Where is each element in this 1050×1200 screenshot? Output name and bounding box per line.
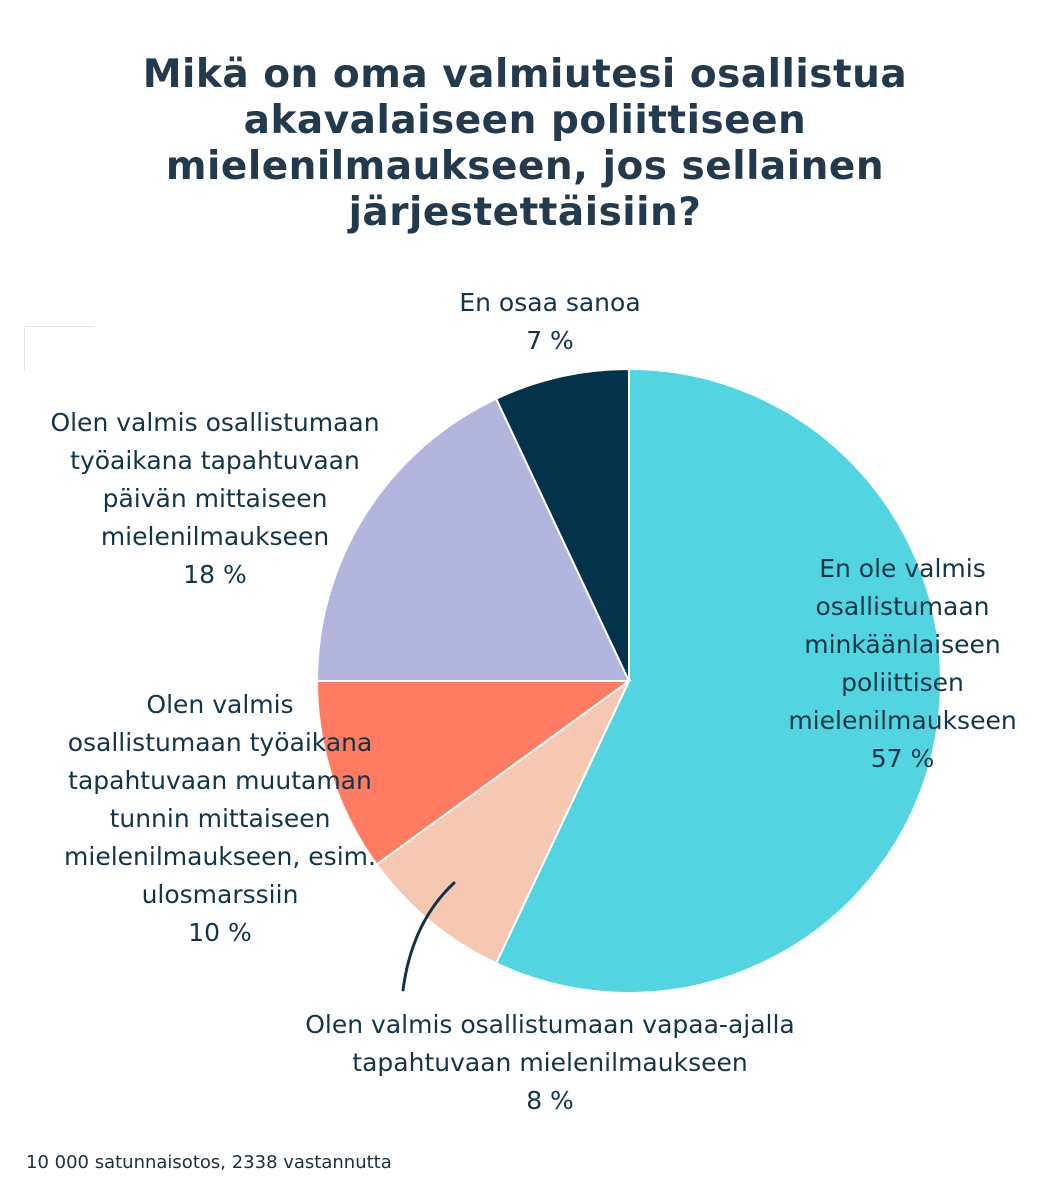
slice-label-full-day <box>10 404 420 594</box>
value-label: 18 % <box>183 560 247 589</box>
label-line: Olen valmis <box>146 690 294 719</box>
label-line: osallistumaan <box>815 592 990 621</box>
label-line: tapahtuvaan muutaman <box>68 766 372 795</box>
label-line: työaikana tapahtuvaan <box>70 446 360 475</box>
value-label: 8 % <box>526 1086 574 1115</box>
label-line: Olen valmis osallistumaan vapaa-ajalla <box>305 1010 795 1039</box>
label-line: mielenilmaukseen <box>788 706 1017 735</box>
label-line: päivän mittaiseen <box>102 484 328 513</box>
label-line: ulosmarssiin <box>141 880 299 909</box>
label-line: tunnin mittaiseen <box>109 804 331 833</box>
value-label: 10 % <box>188 918 252 947</box>
label-line: Olen valmis osallistumaan <box>50 408 380 437</box>
label-line: tapahtuvaan mielenilmaukseen <box>352 1048 748 1077</box>
label-line: mielenilmaukseen <box>100 522 330 551</box>
slice-label-few-hours <box>20 686 420 952</box>
slice-label-free-time <box>240 1006 860 1120</box>
value-label: 57 % <box>870 744 935 773</box>
value-label: 7 % <box>526 326 574 355</box>
label-line: poliittisen <box>841 668 964 697</box>
slice-label-not-ready <box>760 550 1045 778</box>
slice-label-dont-know <box>400 284 700 360</box>
label-line: En ole valmis <box>819 554 986 583</box>
label-line: mielenilmaukseen, esim. <box>64 842 376 871</box>
label-line: minkäänlaiseen <box>804 630 1001 659</box>
chart-title: Mikä on oma valmiutesi osallistua akavalaiseen poliittiseen mielenilmaukseen, jos sellainen järjestettäisiin? <box>142 52 908 235</box>
label-line: osallistumaan työaikana <box>67 728 373 757</box>
footnote: 10 000 satunnaisotos, 2338 vastannutta <box>26 1152 392 1173</box>
label-line: En osaa sanoa <box>459 288 641 317</box>
